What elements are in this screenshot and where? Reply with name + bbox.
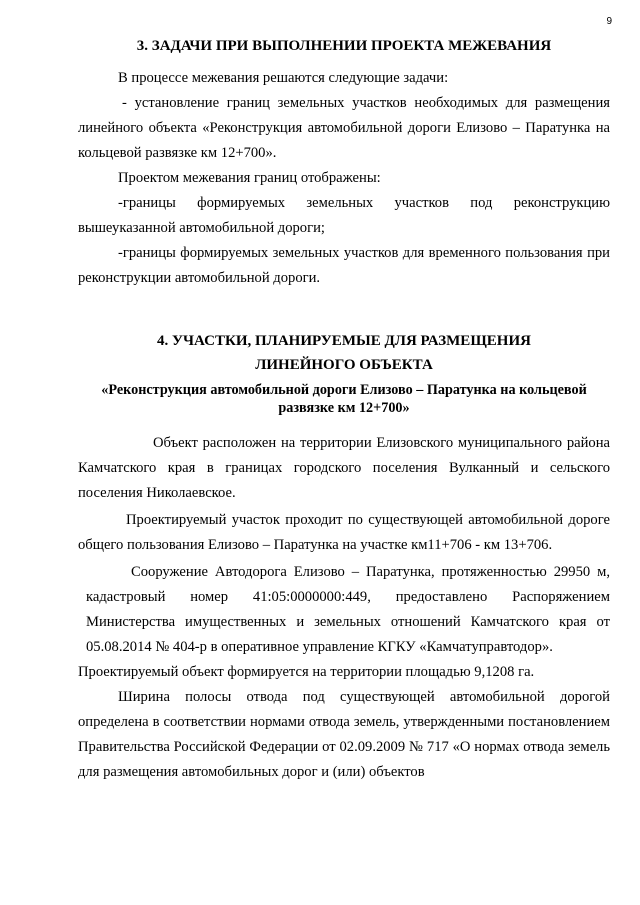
section-4-paragraph-5: Ширина полосы отвода под существующей автомобильной дорогой определена в соответствии нормами отвода земель, утвержденными постановлением Правительства Российской Федерации от 02.09.2009 № 717 «О нормах отвода земель для размещения автомобильных дорог и (или) объектов (78, 689, 610, 780)
page-number: 9 (606, 16, 612, 27)
section-3-paragraph-3: Проектом межевания границ отображены: (118, 170, 381, 186)
section-3-paragraph-1: В процессе межевания решаются следующие задачи: (118, 70, 449, 86)
section-4-heading-line-2: ЛИНЕЙНОГО ОБЪЕКТА (255, 357, 433, 373)
section-4-header (78, 329, 610, 417)
section-3-paragraph-4: -границы формируемых земельных участков под реконструкцию вышеуказанной автомобильной дороги; (78, 195, 610, 236)
section-4-heading-line-1: 4. УЧАСТКИ, ПЛАНИРУЕМЫЕ ДЛЯ РАЗМЕЩЕНИЯ (157, 333, 531, 349)
section-4-subheading: «Реконструкция автомобильной дороги Елизово – Паратунка на кольцевой развязке км 12+700» (101, 382, 587, 416)
section-3-heading: 3. ЗАДАЧИ ПРИ ВЫПОЛНЕНИИ ПРОЕКТА МЕЖЕВАНИЯ (136, 38, 552, 54)
section-4-paragraph-2: Проектируемый участок проходит по существующей автомобильной дороге общего пользования Елизово – Паратунка на участке км11+706 - км 13+706. (78, 512, 610, 553)
section-3-paragraph-2: - установление границ земельных участков необходимых для размещения линейного объекта «Реконструкция автомобильной дороги Елизово – Паратунка на кольцевой развязке км 12+700». (78, 95, 610, 161)
section-4-paragraph-4: Проектируемый объект формируется на территории площадью 9,1208 га. (78, 664, 535, 680)
section-4-paragraph-3: Сооружение Автодорога Елизово – Паратунка, протяженностью 29950 м, кадастровый номер 41:05:0000000:449, предоставлено Распоряжением Министерства имущественных и земельных отношений Камчатского края от 05.08.2014 № 404-р в оперативное управление КГКУ «Камчатуправтодор». (86, 564, 610, 655)
section-3-paragraph-5: -границы формируемых земельных участков для временного пользования при реконструкции автомобильной дороги. (78, 245, 610, 286)
section-3-body (78, 66, 610, 291)
section-3 (78, 34, 610, 58)
section-4-paragraph-1: Объект расположен на территории Елизовского муниципального района Камчатского края в границах городского поселения Вулканный и сельского поселения Николаевское. (78, 435, 610, 501)
section-4-body (78, 431, 610, 785)
